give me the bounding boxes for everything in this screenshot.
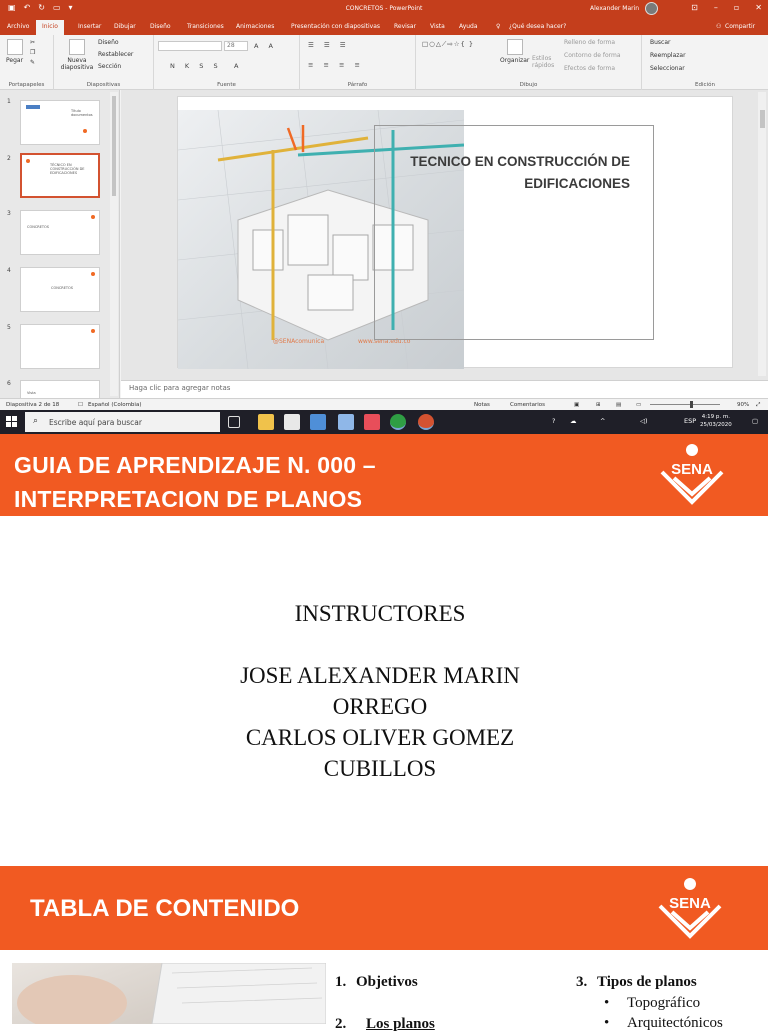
ribbon — [0, 35, 768, 90]
powerpoint-window — [0, 0, 768, 410]
website-text: www.sena.edu.co — [358, 338, 411, 345]
thumb-text: CONCRETOS — [51, 286, 74, 290]
instructor-name: CUBILLOS — [323, 756, 437, 781]
clipboard-icon — [7, 39, 23, 55]
group-label: Edición — [695, 82, 715, 88]
slide-thumbnail-2[interactable] — [20, 153, 100, 198]
guide-header-banner — [0, 434, 768, 516]
select-button[interactable]: Seleccionar — [650, 65, 685, 72]
sena-logo — [654, 876, 726, 942]
system-clock[interactable] — [700, 413, 732, 429]
sena-logo — [656, 442, 728, 508]
toc-title: TABLA DE CONTENIDO — [30, 895, 300, 922]
sena-logo-text: SENA — [669, 895, 711, 912]
language-indicator[interactable]: Español (Colombia) — [88, 402, 142, 408]
layout-button[interactable]: Diseño — [98, 39, 119, 46]
sena-logo-text: SENA — [671, 461, 713, 478]
new-slide-button[interactable]: Nueva diapositiva — [58, 39, 96, 71]
section-button[interactable]: Sección — [98, 63, 122, 70]
toc-subitem-label: Arquitectónicos — [627, 1015, 723, 1031]
list-icons[interactable]: ☰ ☰ ☰ — [308, 41, 350, 49]
window-controls — [691, 3, 762, 12]
copy-icon[interactable]: ❐ — [30, 49, 36, 56]
maximize-icon[interactable]: ▫ — [733, 3, 740, 12]
minimize-icon[interactable]: – — [713, 3, 718, 12]
guide-title-line1: GUIA DE APRENDIZAJE N. 000 – — [14, 452, 376, 478]
toc-label: Tipos de planos — [597, 974, 697, 990]
tab-inicio[interactable]: Inicio — [36, 20, 64, 35]
reset-button[interactable]: Restablecer — [98, 51, 134, 58]
shape-fill-button[interactable]: Relleno de forma — [564, 39, 616, 46]
scroll-thumb[interactable] — [760, 110, 765, 128]
new-slide-icon — [69, 39, 85, 55]
font-color-icon[interactable]: A — [234, 62, 243, 70]
tab-animaciones[interactable]: Animaciones — [236, 23, 275, 30]
notifications-icon[interactable]: ▢ — [752, 417, 759, 425]
toc-number: 1. — [335, 974, 347, 990]
start-slideshow-icon[interactable]: ▭ — [52, 3, 61, 12]
instructor-name: ORREGO — [332, 694, 428, 719]
sena-star-icon — [91, 329, 95, 333]
tab-presentacion[interactable]: Presentación con diapositivas — [291, 23, 381, 30]
shapes-gallery-icon[interactable]: □○△⟋⇨☆{ } — [422, 40, 474, 48]
tab-diseno[interactable]: Diseño — [150, 23, 171, 30]
taskbar-search-box[interactable] — [25, 412, 220, 432]
powerpoint-icon[interactable] — [418, 414, 434, 430]
align-icons[interactable]: ≡ ≡ ≡ ≡ — [308, 61, 364, 69]
windows-start-icon[interactable] — [6, 416, 18, 428]
scroll-thumb[interactable] — [112, 96, 116, 196]
store-icon[interactable] — [284, 414, 300, 430]
tab-dibujar[interactable]: Dibujar — [114, 23, 136, 30]
bullet-icon: • — [604, 1015, 610, 1031]
grow-shrink-font-icons[interactable]: A A — [254, 42, 277, 50]
task-view-icon[interactable] — [228, 416, 240, 428]
bold-italic-underline-icons[interactable]: N K S S — [170, 62, 222, 70]
slide-thumbnail-4[interactable] — [20, 267, 100, 312]
slide-editor — [121, 90, 768, 380]
instructor-name: JOSE ALEXANDER MARIN — [240, 663, 520, 688]
search-icon: ⌕ — [33, 416, 39, 426]
toc-header-banner — [0, 866, 768, 950]
lightbulb-icon: ♀ — [496, 23, 501, 30]
slideshow-view-icon[interactable]: ▭ — [636, 402, 642, 408]
thumb-text: TÉCNICO EN CONSTRUCCIÓN DE EDIFICACIONES — [50, 163, 85, 175]
input-language[interactable]: ESP — [684, 417, 697, 425]
toc-label: Objetivos — [356, 974, 418, 990]
arrange-button[interactable]: Organizar — [500, 39, 529, 64]
ribbon-display-icon[interactable]: ⊡ — [691, 3, 698, 12]
group-slides — [54, 35, 154, 90]
blueprint-hands-image — [12, 963, 326, 1024]
group-label: Dibujo — [519, 82, 538, 88]
fit-slide-icon[interactable]: ⤢ — [756, 402, 761, 408]
group-drawing — [416, 35, 642, 90]
slide-thumbnail-3[interactable] — [20, 210, 100, 255]
help-icon[interactable]: ? — [552, 417, 556, 425]
notes-pane[interactable]: Haga clic para agregar notas — [121, 380, 768, 398]
cut-icon[interactable]: ✂ — [30, 39, 36, 46]
tab-insertar[interactable]: Insertar — [78, 23, 102, 30]
toc-subitem[interactable] — [604, 995, 700, 1012]
title-bar — [0, 0, 768, 18]
network-icon[interactable]: ☁ — [570, 417, 577, 425]
tab-vista[interactable]: Vista — [430, 23, 445, 30]
group-label: Diapositivas — [86, 82, 121, 88]
toc-item-3[interactable] — [576, 974, 697, 991]
ribbon-tabs — [0, 18, 768, 35]
save-icon[interactable]: ▣ — [8, 3, 16, 12]
zoom-slider-thumb[interactable] — [690, 401, 693, 408]
quick-styles-button[interactable]: Estilos rápidos — [532, 55, 555, 69]
group-editing — [642, 35, 768, 90]
sena-star-icon — [26, 159, 30, 163]
instructors-heading: INSTRUCTORES — [294, 601, 466, 626]
notes-button[interactable]: Notas — [474, 402, 490, 408]
shape-outline-button[interactable]: Contorno de forma — [564, 52, 621, 59]
dropbox-icon[interactable] — [338, 414, 354, 430]
avatar[interactable] — [645, 2, 658, 15]
arrange-icon — [507, 39, 523, 55]
instructors-list — [180, 660, 580, 784]
tab-archivo[interactable]: Archivo — [7, 23, 30, 30]
user-name[interactable]: Alexander Marin — [590, 5, 640, 12]
thumb-number: 2 — [7, 155, 11, 162]
spellcheck-icon[interactable]: ☐ — [78, 402, 83, 408]
find-button[interactable]: Buscar — [650, 39, 671, 46]
toc-item-1[interactable] — [335, 974, 418, 991]
undo-icon[interactable]: ↶ — [23, 3, 31, 12]
clock-time: 4:19 p. m. — [701, 414, 730, 420]
toc-number: 3. — [576, 974, 588, 990]
chevron-up-icon[interactable]: ^ — [600, 417, 606, 425]
sena-star-icon — [83, 129, 87, 133]
zoom-slider[interactable] — [650, 404, 720, 405]
sena-star-icon — [91, 272, 95, 276]
search-placeholder: Escribe aquí para buscar — [49, 418, 142, 427]
app-icon[interactable] — [364, 414, 380, 430]
slide-thumbnail-1[interactable] — [20, 100, 100, 145]
slide-thumbnail-pane — [0, 90, 120, 398]
group-label: Fuente — [217, 82, 236, 88]
toc-label: Los planos — [366, 1016, 435, 1032]
share-button[interactable]: Compartir — [725, 23, 756, 30]
zoom-level[interactable]: 90% — [737, 402, 750, 408]
group-label: Portapapeles — [8, 82, 45, 88]
toc-subitem-label: Topográfico — [627, 995, 701, 1011]
thumb-text: Vista — [27, 391, 36, 395]
format-painter-icon[interactable]: ✎ — [30, 59, 36, 66]
thumb-number: 4 — [7, 267, 11, 274]
toc-number: 2. — [335, 1016, 347, 1032]
thumb-text: Título documentos — [71, 109, 93, 117]
chrome-icon[interactable] — [390, 414, 406, 430]
thumb-number: 5 — [7, 324, 11, 331]
window-title: CONCRETOS - PowerPoint — [345, 5, 423, 12]
thumb-number: 6 — [7, 380, 11, 387]
taskbar — [0, 410, 768, 434]
slide-counter: Diapositiva 2 de 18 — [6, 402, 60, 408]
bullet-icon: • — [604, 995, 610, 1011]
thumb-text: CONCRETOS — [27, 225, 50, 229]
group-label: Párrafo — [347, 82, 368, 88]
slide-sorter-icon[interactable]: ⊞ — [596, 402, 601, 408]
reading-view-icon[interactable]: ▤ — [616, 402, 622, 408]
tell-me-box[interactable]: ¿Qué desea hacer? — [509, 23, 567, 30]
toc-item-2[interactable] — [335, 1016, 435, 1033]
clock-date: 25/03/2020 — [700, 422, 732, 428]
tab-ayuda[interactable]: Ayuda — [459, 23, 478, 30]
social-handle: @SENAcomunica — [273, 338, 325, 345]
slide-thumbnail-5[interactable] — [20, 324, 100, 369]
font-family-select[interactable] — [158, 41, 222, 51]
shape-effects-button[interactable]: Efectos de forma — [564, 65, 616, 72]
group-clipboard — [0, 35, 54, 90]
blueprint-illustration — [12, 963, 326, 1024]
guide-title-line2: INTERPRETACION DE PLANOS — [14, 486, 363, 512]
font-size-select[interactable]: 28 — [224, 41, 248, 51]
close-icon[interactable]: ✕ — [755, 3, 762, 12]
status-bar — [0, 398, 768, 410]
customize-qat-icon[interactable]: ▾ — [68, 3, 73, 12]
replace-button[interactable]: Reemplazar — [650, 52, 686, 59]
volume-icon[interactable]: ◁) — [640, 417, 648, 425]
current-slide[interactable] — [177, 96, 733, 368]
comments-button[interactable]: Comentarios — [510, 402, 545, 408]
slide-title[interactable]: TECNICO EN CONSTRUCCIÓN DE EDIFICACIONES — [410, 154, 630, 191]
sena-star-icon — [91, 215, 95, 219]
mail-icon[interactable] — [310, 414, 326, 430]
thumb-number: 3 — [7, 210, 11, 217]
redo-icon[interactable]: ↻ — [38, 3, 45, 12]
group-font — [154, 35, 300, 90]
slide-scrollbar[interactable] — [758, 92, 766, 376]
group-paragraph — [300, 35, 416, 90]
slide-thumbnail-6[interactable] — [20, 380, 100, 398]
tab-revisar[interactable]: Revisar — [394, 23, 417, 30]
file-explorer-icon[interactable] — [258, 414, 274, 430]
thumb-number: 1 — [7, 98, 11, 105]
normal-view-icon[interactable]: ▣ — [574, 402, 580, 408]
share-icon: ⚇ — [716, 23, 722, 30]
tab-transiciones[interactable]: Transiciones — [187, 23, 224, 30]
thumbnail-scrollbar[interactable] — [110, 92, 118, 396]
paste-button[interactable]: Pegar — [6, 39, 23, 64]
guide-title — [14, 448, 376, 516]
instructor-name: CARLOS OLIVER GOMEZ — [245, 725, 515, 750]
